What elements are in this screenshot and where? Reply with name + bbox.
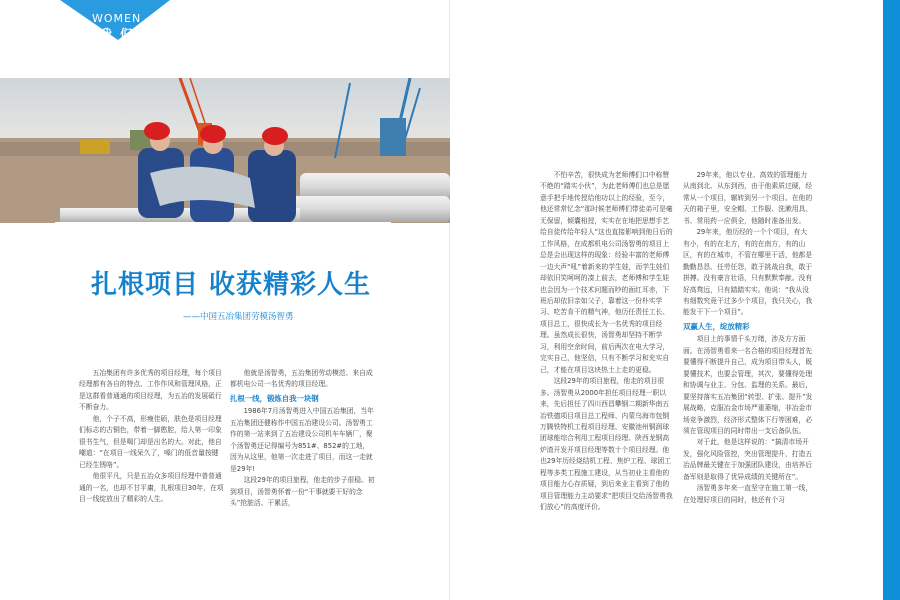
paragraph: 他，个子不高，形瘦佳硕，肤色是项目经理们标志的古铜色，带着一脚憨腔，给人第一印象很书生气，但是喝门却是出名的大。对此，他自嘲道：“在项目一线呆久了，嗓门的低音量按键已经生锈咯”。 — [79, 414, 222, 469]
paragraph: 五冶集团有许多优秀的项目经理，每个项目经理都有各自的特点、工作作风和管理风格，正是这群看普通通的项目经理，为五冶的发展砥行不断奋力。 — [79, 369, 222, 412]
article-title: 扎根项目 收获精彩人生 — [91, 270, 372, 300]
paragraph: 汤智勇多年来一直坚守在施工第一线，在处理好项目的同时，他还有个习 — [683, 484, 813, 504]
article-subtitle: ——中国五冶集团劳模汤智勇 — [183, 312, 294, 322]
paragraph: 29年来，他历经的一个个项目，有大有小，有的在北方，有的在南方，有的山区，有的在城市，不管在哪里干活，他都是勤勤恳恳、任劳任怨，敢于挑战自我，敢于拼搏。没有豪言壮语，只有默默奉献。没有好高骛远，只有踏踏实实。他说：“我从没有细数究竟干过多少个项目，我只关心，我能发干下一个项目”。 — [683, 228, 813, 317]
section-heading: 扎根一线，锻炼自我一块钢 — [230, 393, 319, 403]
text-column-c — [540, 170, 674, 514]
section-tag-en: WOMEN — [92, 12, 142, 25]
section-tag-cn: 我 们 — [100, 27, 135, 41]
paragraph: 对于此，他是这样说的：“搞清市场开发，强化风险管控，突出管理提升，打造五冶品牌最关键在于加强团队建设，由培养后备军则是取得了优异成绩的关键所在”。 — [683, 438, 813, 481]
paragraph: 他就是汤智勇，五冶集团劳动模范、来自成都机电公司一名优秀的项目经理。 — [230, 369, 373, 389]
paragraph: 这段29年的项目旅程，他走的步子很稳。初到项目，汤智勇怀着一份“干事就要干好的念头”抢脏活、干累活， — [230, 476, 375, 507]
paragraph: 这段29年的项目旅程，他走的项目很多。汤智勇从2000年担任项目经理一职以来，先后担任了四川西昌攀钢二期新华南五冶铁德项目项目总工程师、内蒙乌海市包钢万腾铁特机工程项目经理、安徽池州铜润球团球能综合利用工程项目经理、陕西龙钢高炉渣开发开项目经理等数十个项目经理。他也29年历经烧结机工程、焦炉工程、球团工程等多类工程施工建设，从当初业主看他的项目能力心存质疑，到后来业主看到了他的项目管理能力主动要求“把项目交给汤智勇我们放心”的高度评价。 — [540, 377, 673, 512]
page-edge-bar — [883, 0, 900, 600]
text-column-a — [79, 368, 225, 505]
paragraph: 1986年7月汤智勇进入中国五冶集团，当年五冶集团还健称作中国五冶建设公司。汤智勇工作的第一站来到了五冶建设公司机车车辆厂，聚个汤智勇还记得编号为851#、852#的工地，因为从这里，他第一次走进了项目，而这一走就是29年! — [230, 407, 374, 473]
paragraph: 项目上的事情千头万绪，涉及方方面面。在汤智勇看来一名合格的项目经理首先要懂得不断提升自己，成为项目带头人，既要懂技术，也要会管理，其次，要懂得处理和协调与业主、分包、监理的关系。最后，要坚持落实五冶集团“转型、扩张、提升”发展战略，克服冶金市场严重萎缩，非冶金市场竞争激烈，经济形式整体下行等困难，必须在管现项目的同时带出一支后备队伍。 — [683, 335, 813, 435]
section-tag — [60, 0, 170, 40]
paragraph: 他很平凡，只是五冶众多项目经理中普普通通的一名，也却不甘平庸，扎根项目30年，在项目一线绽放出了精彩的人生。 — [79, 472, 224, 503]
text-column-d — [683, 170, 813, 506]
text-column-b — [230, 368, 376, 509]
paragraph: 不怕辛苦，很快成为老师傅们口中称赞不绝的“踏实小伙”，为此老师傅们也总是愿意手把手地传授给他功以上的经验，至今，他还常常忆念“那时候老师傅们带徒弟可是毫无保留，倾囊相授，实实在在地把思想手艺给自徒传给年轻人”这也直接影响到他日后的工作风格，在成都机电公司汤智勇的项目上总是会出现这样的现象：经验丰富的老师傅一边大声“吼”着新来的学生娃，而学生娃们却依旧笑呵呵的凑上前去，老师傅和学生娃也会因为一个技术问题而吵的面红耳赤，下班后却依旧亲如父子，靠着这一份朴实学习、吃苦肯干的精气神，他历任责任工长、项目总工，很快成长为一名优秀的项目经理。虽然成长很快，汤智勇却坚持不断学习，利用空余时间，前后两次在电大学习，完实自己，他坚信，只有不断学习和充实自己，才能在项目这块热土上走的更稳。 — [540, 171, 673, 374]
paragraph: 29年来，他以专业、高效的管理能力从南到北、从东到西，由于他素质过硬，经常从一个项目，辗转到另一个项目。在他的天的箱子里，安全帽、工作服、洗漱用具、书、常用药一应俱全，他随时准备出发。 — [683, 171, 813, 225]
section-heading: 双赢人生，绽放精彩 — [683, 321, 750, 331]
feature-photo — [0, 78, 450, 223]
title-block — [55, 222, 391, 352]
